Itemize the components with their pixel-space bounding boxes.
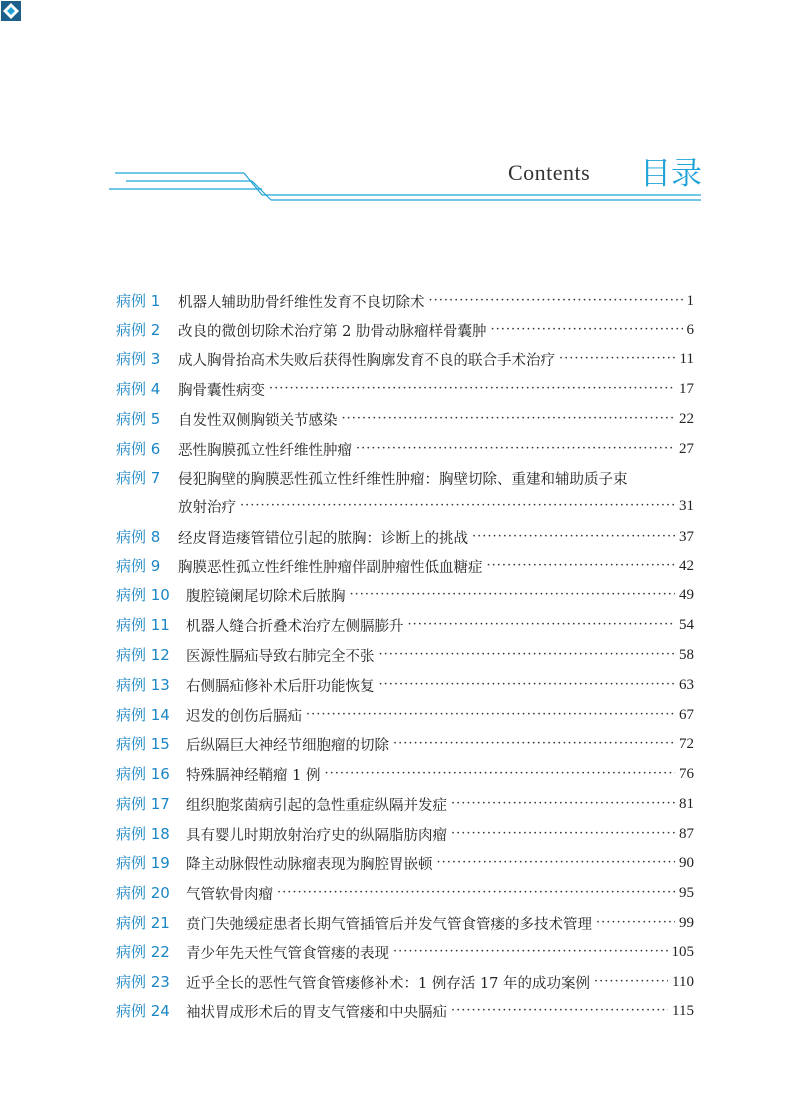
case-label: 病例 4 [116, 380, 161, 398]
toc-entry[interactable] [0, 671, 800, 699]
page-number: 37 [679, 528, 694, 545]
case-label: 病例 9 [116, 557, 161, 575]
toc-entry[interactable] [0, 435, 800, 463]
entry-title: 机器人辅助肋骨纤维性发育不良切除术 [178, 294, 425, 311]
toc-entry[interactable] [0, 938, 800, 966]
leader-dots [408, 613, 676, 637]
toc-entry[interactable] [0, 909, 800, 937]
case-label: 病例 20 [116, 884, 170, 902]
entry-title: 恶性胸膜孤立性纤维性肿瘤 [178, 442, 352, 459]
toc-entry[interactable] [0, 581, 800, 609]
page-number: 115 [672, 1002, 694, 1019]
toc-entry[interactable] [0, 552, 800, 580]
entry-title: 侵犯胸壁的胸膜恶性孤立性纤维性肿瘤：胸壁切除、重建和辅助质子束 [178, 471, 628, 488]
case-label: 病例 3 [116, 350, 161, 368]
case-label: 病例 6 [116, 440, 161, 458]
toc-entry[interactable] [0, 968, 800, 996]
entry-title: 青少年先天性气管食管瘘的表现 [186, 945, 389, 962]
page-number: 11 [679, 350, 694, 367]
leader-dots [269, 377, 675, 401]
leader-dots [490, 318, 682, 342]
case-label: 病例 1 [116, 292, 161, 310]
leader-dots [342, 407, 676, 431]
leader-dots [356, 437, 675, 461]
case-label: 病例 17 [116, 795, 170, 813]
toc-entry[interactable] [0, 760, 800, 788]
page-number: 99 [679, 914, 694, 931]
case-label: 病例 7 [116, 469, 161, 487]
header-decoration-lines [0, 0, 800, 230]
leader-dots [594, 970, 668, 994]
toc-entry[interactable] [0, 287, 800, 315]
toc-entry[interactable] [0, 997, 800, 1025]
entry-title-continued: 放射治疗 [178, 499, 236, 516]
toc-entry[interactable] [0, 879, 800, 907]
leader-dots [277, 881, 675, 905]
case-label: 病例 24 [116, 1002, 170, 1020]
page-number: 31 [679, 497, 694, 514]
leader-dots [393, 940, 668, 964]
page-number: 76 [679, 765, 694, 782]
entry-title: 自发性双侧胸锁关节感染 [178, 412, 338, 429]
entry-title: 袖状胃成形术后的胃支气管瘘和中央膈疝 [186, 1004, 447, 1021]
case-label: 病例 13 [116, 676, 170, 694]
page-number: 90 [679, 854, 694, 871]
toc-entry[interactable] [0, 730, 800, 758]
entry-title: 改良的微创切除术治疗第 2 肋骨动脉瘤样骨囊肿 [178, 323, 487, 340]
page-number: 17 [679, 380, 694, 397]
case-label: 病例 15 [116, 735, 170, 753]
leader-dots [451, 792, 675, 816]
contents-heading: Contents [508, 160, 591, 185]
page-number: 105 [671, 943, 694, 960]
leader-dots [324, 762, 675, 786]
toc-entry[interactable] [0, 523, 800, 551]
leader-dots [393, 732, 675, 756]
page-number: 67 [679, 706, 694, 723]
entry-title: 贲门失弛缓症患者长期气管插管后并发气管食管瘘的多技术管理 [186, 916, 592, 933]
page-number: 58 [679, 646, 694, 663]
diamond-logo-icon [0, 0, 22, 22]
case-label: 病例 23 [116, 973, 170, 991]
leader-dots [350, 583, 676, 607]
page-number: 27 [679, 440, 694, 457]
case-label: 病例 8 [116, 528, 161, 546]
entry-title: 气管软骨肉瘤 [186, 886, 273, 903]
toc-header [0, 0, 800, 230]
page-number: 22 [679, 410, 694, 427]
toc-entry[interactable] [0, 464, 800, 520]
case-label: 病例 11 [116, 616, 170, 634]
toc-entry[interactable] [0, 405, 800, 433]
leader-dots [451, 999, 668, 1023]
entry-title: 组织胞浆菌病引起的急性重症纵隔并发症 [186, 797, 447, 814]
page-number: 42 [679, 557, 694, 574]
entry-title: 降主动脉假性动脉瘤表现为胸腔胃嵌顿 [186, 856, 433, 873]
page-number: 72 [679, 735, 694, 752]
entry-title: 后纵隔巨大神经节细胞瘤的切除 [186, 737, 389, 754]
page-title: 目录 [640, 156, 702, 192]
page-number: 49 [679, 586, 694, 603]
leader-dots [487, 554, 676, 578]
leader-dots [429, 289, 683, 313]
case-label: 病例 16 [116, 765, 170, 783]
toc-entry[interactable] [0, 345, 800, 373]
toc-entry[interactable] [0, 375, 800, 403]
toc-entry[interactable] [0, 849, 800, 877]
entry-title: 特殊膈神经鞘瘤 1 例 [186, 767, 321, 784]
case-label: 病例 21 [116, 914, 170, 932]
leader-dots [472, 525, 675, 549]
leader-dots [559, 347, 676, 371]
case-label: 病例 18 [116, 825, 170, 843]
leader-dots [306, 703, 675, 727]
case-label: 病例 14 [116, 706, 170, 724]
leader-dots [451, 822, 675, 846]
toc-entry[interactable] [0, 611, 800, 639]
page-number: 1 [686, 292, 694, 309]
leader-dots [437, 851, 676, 875]
toc-entry[interactable] [0, 790, 800, 818]
case-label: 病例 19 [116, 854, 170, 872]
toc-entry[interactable] [0, 641, 800, 669]
entry-title: 成人胸骨抬高术失败后获得性胸廓发育不良的联合手术治疗 [178, 352, 555, 369]
entry-title: 医源性膈疝导致右肺完全不张 [186, 648, 375, 665]
page-number: 63 [679, 676, 694, 693]
toc-entry[interactable] [0, 316, 800, 344]
page-number: 54 [679, 616, 694, 633]
page-number: 110 [672, 973, 694, 990]
leader-dots [240, 494, 675, 518]
page-number: 6 [686, 321, 694, 338]
case-label: 病例 12 [116, 646, 170, 664]
page-number: 81 [679, 795, 694, 812]
case-label: 病例 2 [116, 321, 161, 339]
entry-title: 右侧膈疝修补术后肝功能恢复 [186, 678, 375, 695]
leader-dots [379, 673, 676, 697]
entry-title: 胸骨囊性病变 [178, 382, 265, 399]
entry-title: 胸膜恶性孤立性纤维性肿瘤伴副肿瘤性低血糖症 [178, 559, 483, 576]
entry-title: 腹腔镜阑尾切除术后脓胸 [186, 588, 346, 605]
leader-dots [596, 911, 675, 935]
page-number: 95 [679, 884, 694, 901]
entry-title: 近乎全长的恶性气管食管瘘修补术：1 例存活 17 年的成功案例 [186, 975, 591, 992]
case-label: 病例 22 [116, 943, 170, 961]
entry-title: 经皮肾造瘘管错位引起的脓胸：诊断上的挑战 [178, 530, 468, 547]
entry-title: 机器人缝合折叠术治疗左侧膈膨升 [186, 618, 404, 635]
toc-entry[interactable] [0, 820, 800, 848]
case-label: 病例 5 [116, 410, 161, 428]
entry-title: 迟发的创伤后膈疝 [186, 708, 302, 725]
entry-title: 具有婴儿时期放射治疗史的纵隔脂肪肉瘤 [186, 827, 447, 844]
page-number: 87 [679, 825, 694, 842]
toc-entry[interactable] [0, 701, 800, 729]
leader-dots [379, 643, 676, 667]
case-label: 病例 10 [116, 586, 170, 604]
